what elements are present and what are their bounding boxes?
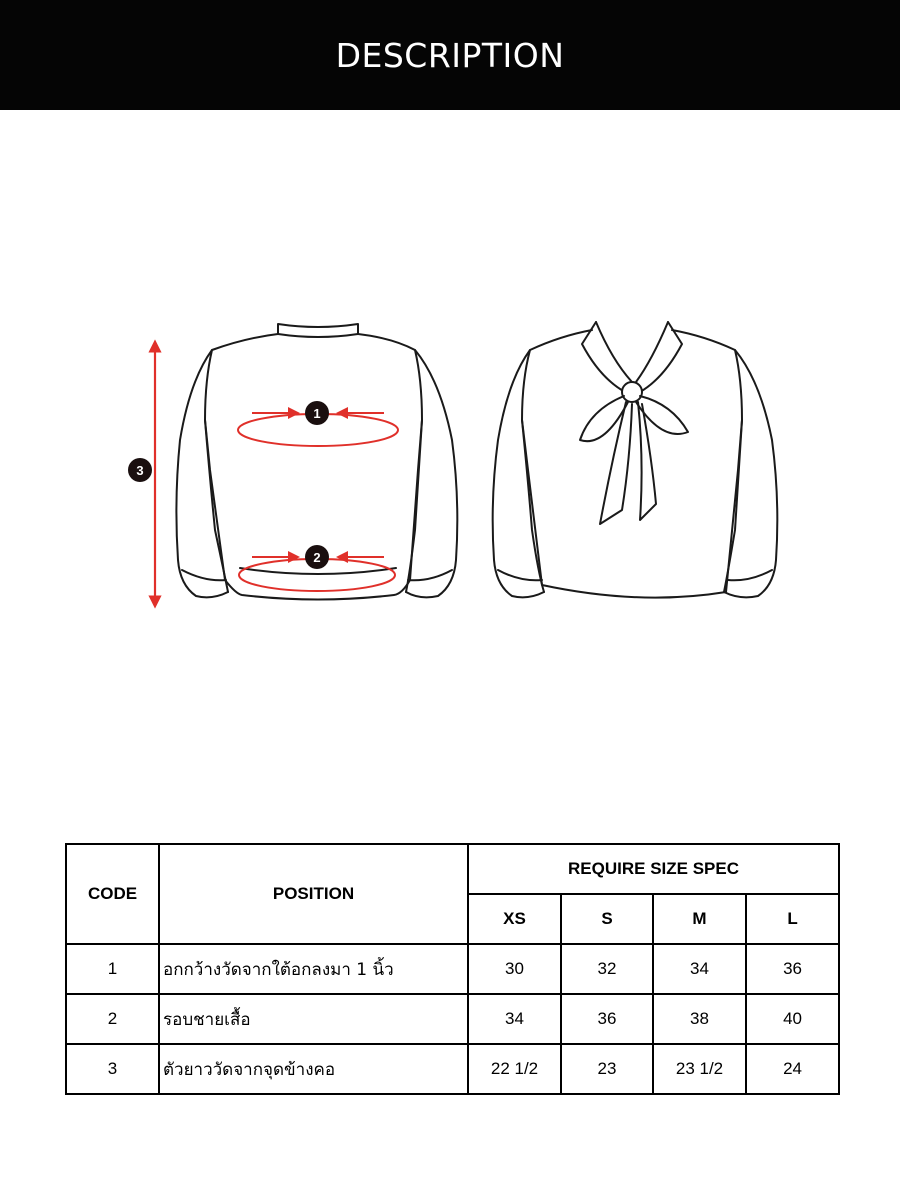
header-require-size-spec: REQUIRE SIZE SPEC: [468, 844, 839, 894]
row-code: 2: [66, 994, 159, 1044]
row-position: รอบชายเสื้อ: [159, 994, 468, 1044]
table-row: [66, 1044, 839, 1094]
header-bar: [0, 0, 900, 110]
size-spec-table: [65, 843, 840, 1095]
row-value-m: 34: [653, 944, 746, 994]
row-value-s: 36: [561, 994, 653, 1044]
row-value-xs: 22 1/2: [468, 1044, 561, 1094]
svg-text:1: 1: [313, 406, 321, 421]
table-row: [66, 944, 839, 994]
row-value-s: 32: [561, 944, 653, 994]
row-code: 1: [66, 944, 159, 994]
row-value-m: 38: [653, 994, 746, 1044]
header-code: CODE: [66, 844, 159, 944]
header-size-xs: XS: [468, 894, 561, 944]
row-code: 3: [66, 1044, 159, 1094]
header-size-l: L: [746, 894, 839, 944]
row-value-xs: 34: [468, 994, 561, 1044]
front-view-blouse: [493, 322, 778, 598]
marker-2: [305, 545, 329, 569]
row-value-s: 23: [561, 1044, 653, 1094]
row-position: ตัวยาววัดจากจุดข้างคอ: [159, 1044, 468, 1094]
row-value-m: 23 1/2: [653, 1044, 746, 1094]
marker-1: [305, 401, 329, 425]
header-position: POSITION: [159, 844, 468, 944]
svg-text:2: 2: [313, 550, 321, 565]
marker-3: [128, 458, 152, 482]
row-value-l: 24: [746, 1044, 839, 1094]
row-position: อกกว้างวัดจากใต้อกลงมา 1 นิ้ว: [159, 944, 468, 994]
garment-illustration: [0, 300, 900, 620]
svg-text:3: 3: [136, 463, 144, 478]
table-row: [66, 994, 839, 1044]
row-value-l: 40: [746, 994, 839, 1044]
row-value-l: 36: [746, 944, 839, 994]
page-title: DESCRIPTION: [335, 35, 565, 75]
header-size-s: S: [561, 894, 653, 944]
row-value-xs: 30: [468, 944, 561, 994]
header-size-m: M: [653, 894, 746, 944]
